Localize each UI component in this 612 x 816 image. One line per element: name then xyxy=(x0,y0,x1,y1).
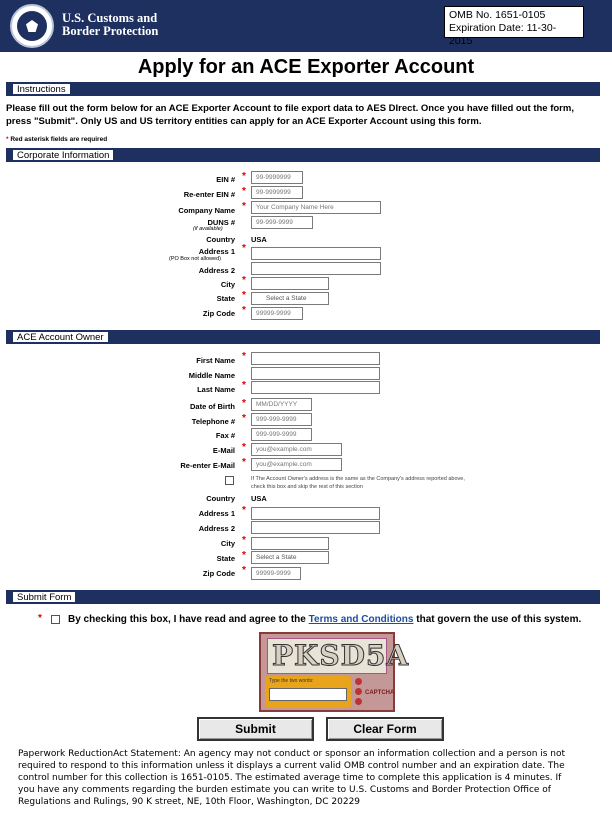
owner-address1-label: Address 1 xyxy=(198,509,235,518)
required-note xyxy=(6,136,107,143)
omb-box xyxy=(444,6,584,47)
telephone-label: Telephone # xyxy=(191,417,235,426)
zip-input[interactable]: 99999-9999 xyxy=(251,307,303,320)
terms-checkbox[interactable] xyxy=(51,615,60,624)
company-label: Company Name xyxy=(178,206,235,215)
owner-address2-label: Address 2 xyxy=(198,524,235,533)
reein-input[interactable]: 99-9999999 xyxy=(251,186,303,199)
zip-label: Zip Code xyxy=(202,309,235,318)
paperwork-line4: you have any comments regarding the burden estimate you can write to U.S. Customs and Border Protection Office of xyxy=(18,785,551,795)
owner-bar xyxy=(6,330,600,344)
captcha-text: PKSD5A xyxy=(272,639,410,672)
omb-number: OMB No. 1651-0105 xyxy=(449,9,546,21)
owner-city-label: City xyxy=(220,539,235,548)
captcha-audio-icon[interactable] xyxy=(355,688,362,695)
submit-section-label: Submit Form xyxy=(12,591,76,603)
agency-line1: U.S. Customs and xyxy=(62,11,158,25)
state-select[interactable]: Select a State xyxy=(251,292,329,305)
captcha-panel xyxy=(265,676,351,708)
country-value: USA xyxy=(251,235,267,244)
ein-input[interactable]: 99-9999999 xyxy=(251,171,303,184)
address1-sublabel: (PO Box not allowed) xyxy=(169,256,221,262)
captcha-help-icon[interactable] xyxy=(355,698,362,705)
required-marker: * xyxy=(242,171,246,182)
required-marker: * xyxy=(242,290,246,301)
duns-input[interactable]: 99-999-9999 xyxy=(251,216,313,229)
required-note-text: Red asterisk fields are required xyxy=(10,136,108,143)
reein-label: Re-enter EIN # xyxy=(183,190,235,199)
email-input[interactable]: you@example.com xyxy=(251,443,342,456)
address1-label: Address 1 xyxy=(198,247,235,256)
required-marker: * xyxy=(242,201,246,212)
address2-label: Address 2 xyxy=(198,266,235,275)
country-label: Country xyxy=(206,235,235,244)
captcha-controls xyxy=(355,678,363,708)
reemail-label: Re-enter E-Mail xyxy=(180,461,235,470)
required-marker: * xyxy=(242,413,246,424)
agree-suffix: that govern the use of this system. xyxy=(416,614,582,625)
instructions-section-label: Instructions xyxy=(12,83,71,95)
required-marker: * xyxy=(242,275,246,286)
required-marker: * xyxy=(38,613,42,624)
paperwork-line2: required to respond to this information unless it displays a current valid OMB control number and an expiration date. The xyxy=(18,761,565,771)
reemail-input[interactable]: you@example.com xyxy=(251,458,342,471)
instructions-bar xyxy=(6,82,600,96)
instructions-text xyxy=(6,102,600,128)
required-marker: * xyxy=(242,535,246,546)
owner-zip-input[interactable]: 99999-9999 xyxy=(251,567,301,580)
first-name-input[interactable] xyxy=(251,352,380,365)
owner-section-label: ACE Account Owner xyxy=(12,331,109,343)
required-marker: * xyxy=(242,505,246,516)
required-marker: * xyxy=(242,351,246,362)
address1-input[interactable] xyxy=(251,247,381,260)
same-address-note-line1: If The Account Owner's address is the same as the Company's address reported above, xyxy=(251,476,465,482)
owner-address2-input[interactable] xyxy=(251,521,380,534)
dob-input[interactable]: MM/DD/YYYY xyxy=(251,398,312,411)
required-marker: * xyxy=(242,186,246,197)
company-input[interactable]: Your Company Name Here xyxy=(251,201,381,214)
duns-sublabel: (if available) xyxy=(193,226,223,232)
captcha-brand: CAPTCHA xyxy=(365,690,395,696)
agree-prefix: By checking this box, I have read and agree to the xyxy=(68,614,306,625)
instructions-line1: Please fill out the form below for an ACE Exporter Account to file export data to AES DIrect. Once you have filled out the form, xyxy=(6,103,574,114)
dob-label: Date of Birth xyxy=(190,402,235,411)
captcha-refresh-icon[interactable] xyxy=(355,678,362,685)
required-marker: * xyxy=(242,398,246,409)
owner-country-label: Country xyxy=(206,494,235,503)
dhs-seal-icon xyxy=(10,4,54,48)
site-header xyxy=(0,0,612,52)
address2-input[interactable] xyxy=(251,262,381,275)
agency-line2: Border Protection xyxy=(62,24,159,38)
fax-label: Fax # xyxy=(215,431,235,440)
owner-city-input[interactable] xyxy=(251,537,329,550)
required-star: * xyxy=(6,136,9,143)
required-marker: * xyxy=(242,380,246,391)
owner-state-select[interactable]: Select a State xyxy=(251,551,329,564)
terms-link[interactable]: Terms and Conditions xyxy=(308,614,414,625)
required-marker: * xyxy=(242,442,246,453)
first-name-label: First Name xyxy=(196,356,235,365)
middle-name-input[interactable] xyxy=(251,367,380,380)
captcha-image xyxy=(267,638,410,674)
same-address-checkbox[interactable] xyxy=(225,476,234,485)
duns-label: DUNS # xyxy=(207,218,235,227)
page-title: Apply for an ACE Exporter Account xyxy=(137,56,475,78)
expiration-date: Expiration Date: 11-30-2015 xyxy=(449,22,557,47)
state-label: State xyxy=(216,294,235,303)
fax-input[interactable]: 999-999-9999 xyxy=(251,428,312,441)
instructions-line2: press "Submit". Only US and US territory entities can apply for an ACE Exporter Account using this form. xyxy=(6,116,482,127)
last-name-label: Last Name xyxy=(197,385,235,394)
middle-name-label: Middle Name xyxy=(188,371,235,380)
required-marker: * xyxy=(242,305,246,316)
required-marker: * xyxy=(242,243,246,254)
required-marker: * xyxy=(242,550,246,561)
owner-state-label: State xyxy=(216,554,235,563)
last-name-input[interactable] xyxy=(251,381,380,394)
owner-zip-label: Zip Code xyxy=(202,569,235,578)
city-label: City xyxy=(220,280,235,289)
ein-label: EIN # xyxy=(216,175,235,184)
same-address-note xyxy=(251,475,465,491)
paperwork-line1: Paperwork ReductionAct Statement: An agency may not conduct or sponsor an information collection and a person is not xyxy=(18,749,566,759)
owner-country-value: USA xyxy=(251,494,267,503)
agree-text xyxy=(68,614,581,625)
paperwork-statement xyxy=(18,748,592,808)
agency-name xyxy=(62,12,158,38)
corporate-bar xyxy=(6,148,600,162)
corporate-section-label: Corporate Information xyxy=(12,149,114,161)
paperwork-line5: Regulations and Rulings, 90 K street, NE, 10th Floor, Washington, DC 20229 xyxy=(18,797,361,807)
required-marker: * xyxy=(242,457,246,468)
clear-form-button[interactable]: Clear Form xyxy=(326,717,444,741)
owner-address1-input[interactable] xyxy=(251,507,380,520)
telephone-input[interactable]: 999-999-9999 xyxy=(251,413,312,426)
city-input[interactable] xyxy=(251,277,329,290)
submit-button[interactable]: Submit xyxy=(197,717,314,741)
paperwork-line3: control number for this collection is 1651-0105. The estimated average time to complete this application is 4 minutes. If xyxy=(18,773,562,783)
submit-bar xyxy=(6,590,600,604)
required-marker: * xyxy=(242,565,246,576)
captcha-hint: Type the two words: xyxy=(269,678,314,684)
email-label: E-Mail xyxy=(212,446,235,455)
captcha-input[interactable] xyxy=(269,688,347,701)
same-address-note-line2: check this box and skip the rest of this section xyxy=(251,484,363,490)
captcha-widget xyxy=(259,632,410,712)
